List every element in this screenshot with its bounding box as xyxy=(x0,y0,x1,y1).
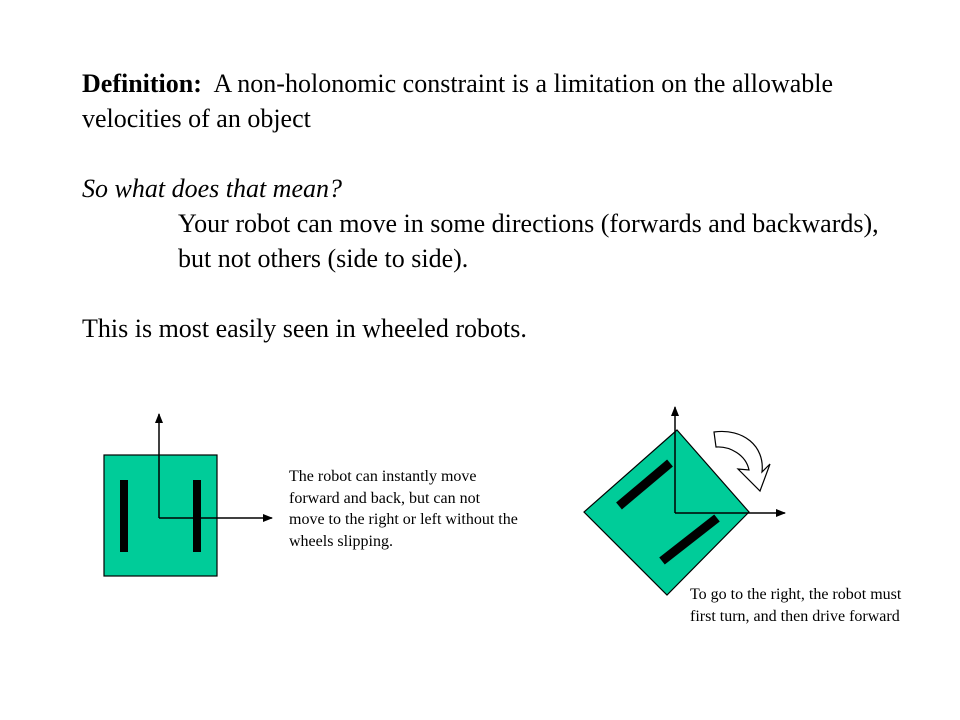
question-text: So what does that mean? xyxy=(82,174,342,203)
statement-text: This is most easily seen in wheeled robots. xyxy=(82,314,527,343)
left-wheel xyxy=(120,480,128,552)
definition-label: Definition: xyxy=(82,69,202,98)
definition-text: A non-holonomic constraint is a limitation on the allowable velocities of an object xyxy=(82,69,834,133)
right-wheel xyxy=(193,480,201,552)
left-diagram-caption: The robot can instantly move forward and back, but can not move to the right or left without the wheels slipping. xyxy=(289,468,518,550)
right-diagram-caption: To go to the right, the robot must first turn, and then drive forward xyxy=(690,586,902,625)
robot-rotated xyxy=(584,407,785,595)
robot-straight xyxy=(104,414,272,576)
answer-span: Your robot can move in some directions (forwards and backwards), but not others (side to side). xyxy=(178,209,879,273)
